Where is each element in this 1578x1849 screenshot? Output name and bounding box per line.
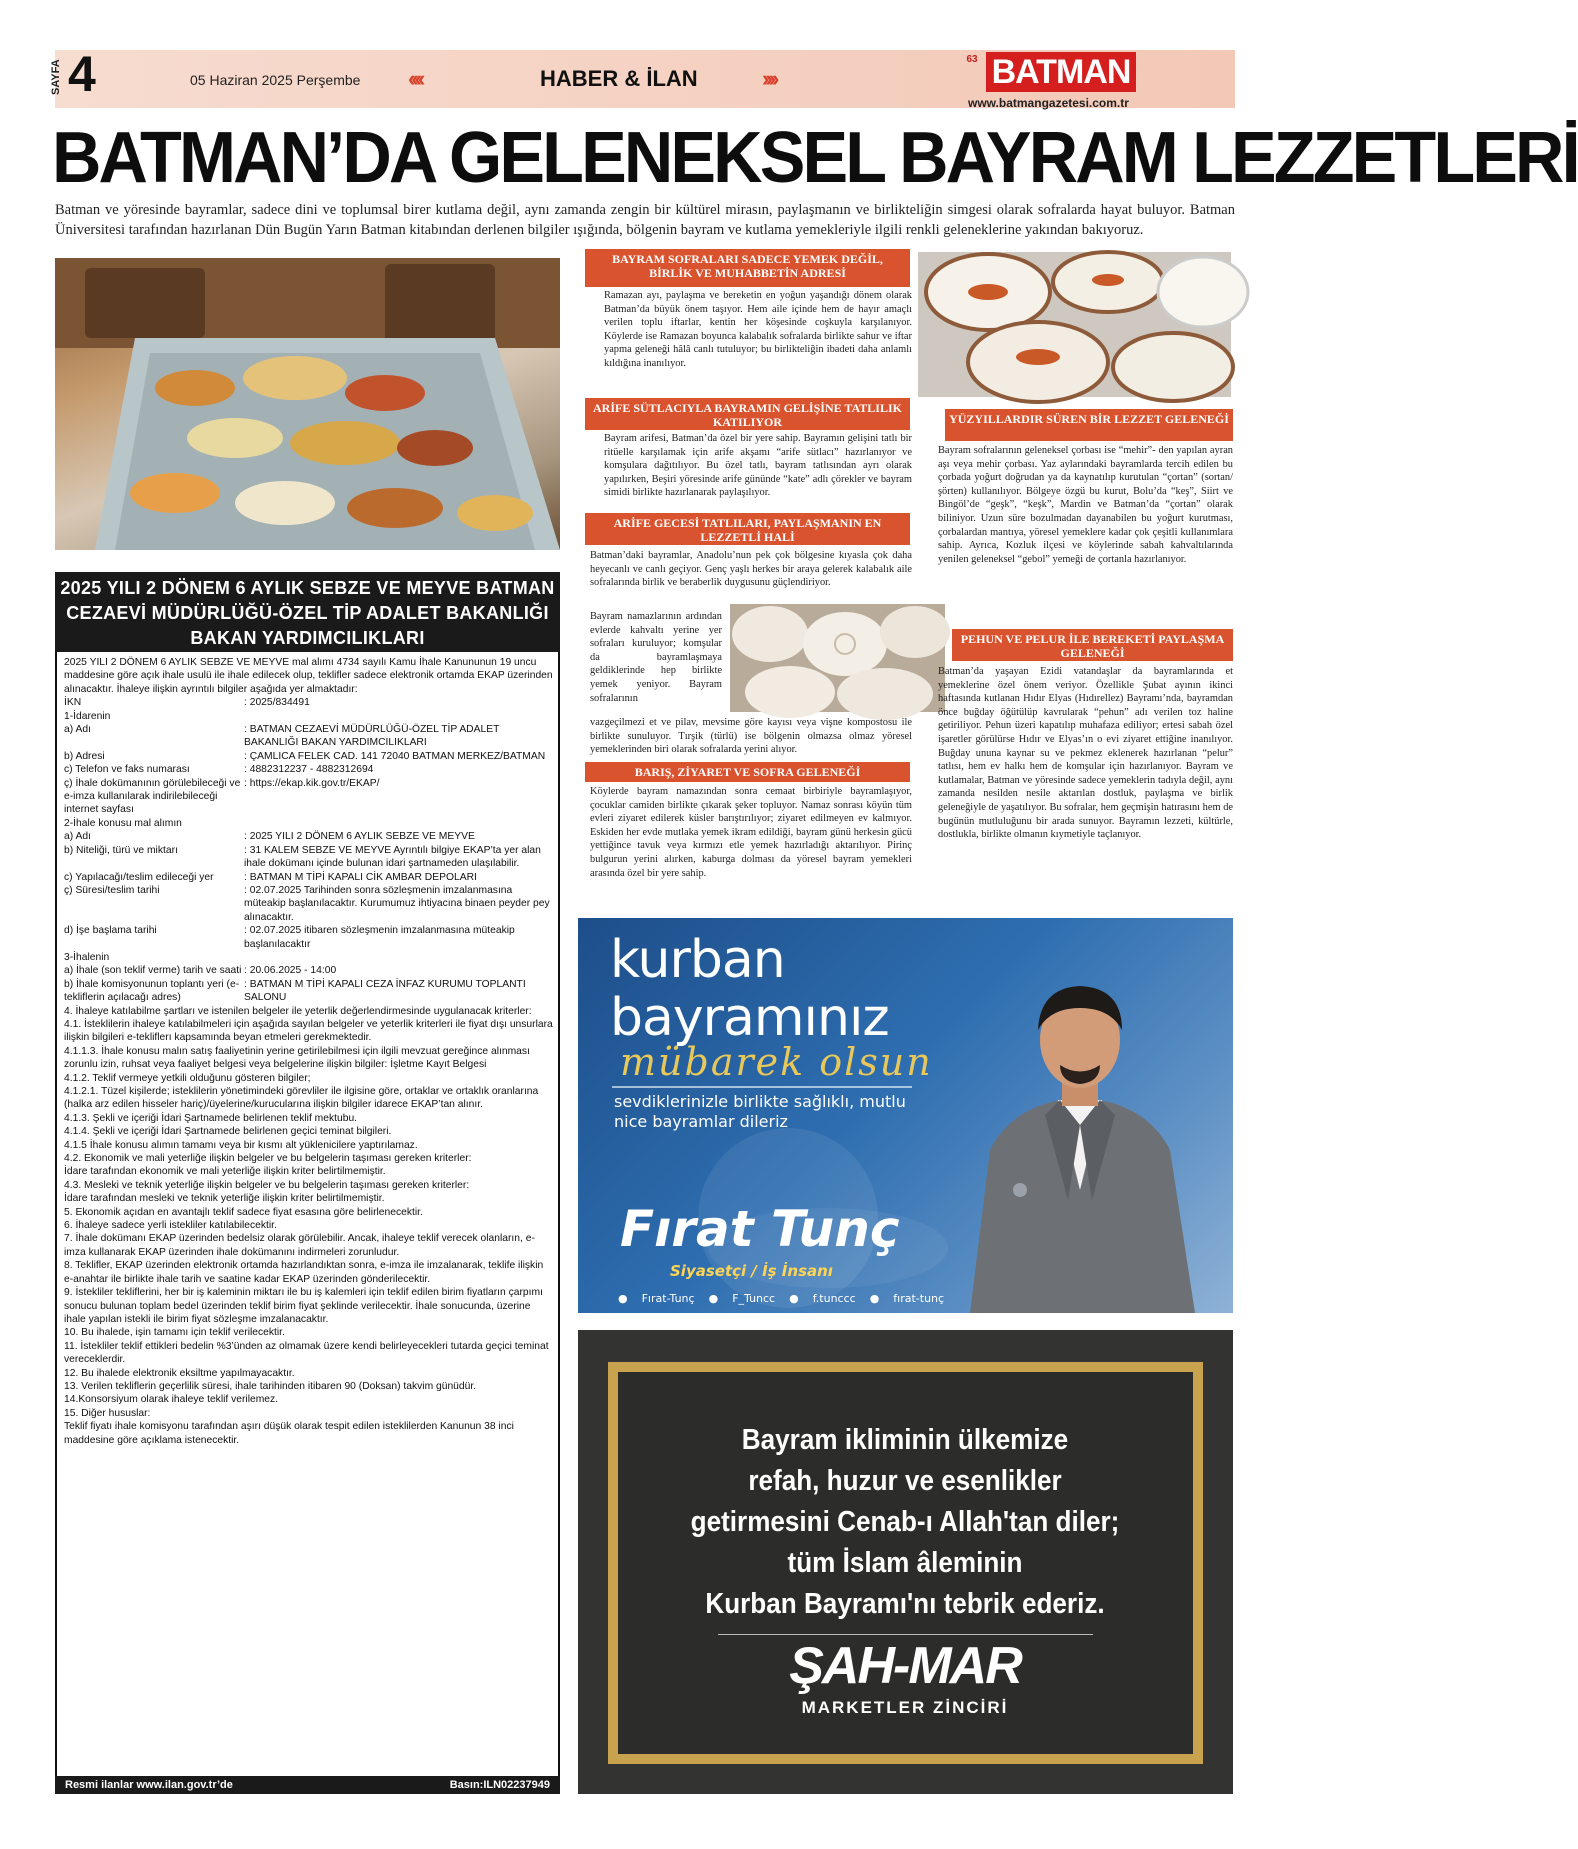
tender-clause: 4.1.5 İhale konusu alımın tamamı veya bir kısmı alt yüklenicilere yaptırılamaz. — [64, 1139, 418, 1151]
web-icon: ● — [869, 1292, 880, 1305]
tender-clause: 4.1.4. Şekli ve içeriği İdari Şartnamede belirlenen geçici teminat bilgileri. — [64, 1126, 392, 1138]
tender-clause: 4.1.3. Şekli ve içeriği İdari Şartnamede belirlenen teklif mektubu. — [64, 1112, 358, 1124]
ad-brand-subtitle: MARKETLER ZİNCİRİ — [801, 1698, 1009, 1717]
tender-row-value: : ÇAMLICA FELEK CAD. 141 72040 BATMAN MERKEZ/BATMAN — [244, 750, 546, 762]
lead-paragraph: Batman ve yöresinde bayramlar, sadece dini ve toplumsal birer kutlama değil, aynı zamanda zengin bir kültürel mirasın, paylaşmanın ve birlikteliğin simgesi olarak sofralarda hayat buluyor. Batman Üniversitesi tarafından hazırlanan Dün Bugün Yarın Batman kitabından derlenen bilgiler ışığında, bölgenin bayram ve kutlama yemekleriyle ilgili renkli geleneklerine yakından bakıyoruz. — [55, 202, 1235, 238]
tender-row-value: : BATMAN M TİPİ KAPALI CEZA İNFAZ KURUMU TOPLANTI SALONU — [244, 978, 526, 1004]
ad-greeting-line1: kurban — [610, 930, 785, 990]
tender-row-value[interactable]: : https://ekap.kik.gov.tr/EKAP/ — [244, 777, 380, 789]
tender-row — [64, 750, 554, 763]
tender-row — [64, 723, 554, 750]
social-web[interactable]: fırat-tunç — [893, 1292, 945, 1305]
ad-person-role: Siyasetçi / İş İnsanı — [670, 1262, 833, 1280]
article-arife-gecesi-text-top: Batman’daki bayramlar, Anadolu’nun pek çok bölgesine kıyasla çok daha heyecanlı ve canlı geçiyor. Genç yaşlı herkes bir araya gelerek kalabalık aile sofralarında birlik ve beraberlik duygusunu güçlendiriyor. — [590, 550, 912, 589]
tender-row — [64, 964, 554, 977]
twitter-icon: ● — [708, 1292, 719, 1305]
soup-bowls-photo — [918, 252, 1231, 397]
article-arife-gecesi-text-side: Bayram namazlarının ardından evlerde kahvaltı yerine yer sofraları kuruluyor; komşular da bayramlaşmaya geldiklerinde hep birlikte yemek yeniyor. Bayram sofralarının — [590, 611, 722, 704]
tender-clause: 4. İhaleye katılabilme şartları ve istenilen belgeler ile yeterlik değerlendirmesinde uygulanacak kriterler: — [64, 1005, 532, 1017]
tender-row-value — [244, 951, 554, 964]
tender-row-value: : 4882312237 - 4882312694 — [244, 764, 374, 776]
tender-notice-title: 2025 YILI 2 DÖNEM 6 AYLIK SEBZE VE MEYVE BATMAN CEZAEVİ MÜDÜRLÜĞÜ-ÖZEL TİP ADALET BAKANLIĞI BAKAN YARDIMCILIKLARI — [55, 572, 560, 652]
tender-row — [64, 696, 554, 709]
tender-clause: 4.1. İsteklilerin ihaleye katılabilmeleri için aşağıda sayılan belgeler ve yeterlik kriterleri ile fiyat dışı unsurlara ilişkin bilgileri e-tekliflerı kapsamında beyan etmeleri gerekmektedir. — [64, 1018, 553, 1044]
ad-social-links — [618, 1292, 948, 1305]
tender-row — [64, 924, 554, 951]
ad-message: sevdiklerinizle birlikte sağlıklı, mutlu nice bayramlar dileriz — [614, 1092, 906, 1131]
tender-row — [64, 871, 554, 884]
tender-row — [64, 951, 554, 964]
tender-row-value — [244, 710, 554, 723]
ad-divider — [718, 1634, 1093, 1635]
tender-row-label: ç) İhale dokümanının görülebileceği ve e-imza kullanılarak indirilebileceği internet sayfası — [64, 777, 241, 816]
tender-clause: 12. Bu ihalede elektronik eksiltme yapılmayacaktır. — [64, 1367, 295, 1379]
tender-row-value: : 02.07.2025 itibaren sözleşmenin imzalanmasına müteakip başlanılacaktır — [244, 925, 515, 950]
tender-footer-press-id: Basın:ILN02237949 — [449, 1779, 550, 1791]
tender-row — [64, 763, 554, 776]
tender-clause: Teklif fiyatı ihale komisyonu tarafından aşırı düşük olarak tespit edilen isteklilerden Kanunun 38 inci maddesine göre açıklama istenecektir. — [64, 1421, 514, 1446]
tender-row-label: ç) Süresi/teslim tarihi — [64, 884, 160, 896]
ad-greeting-text — [667, 1420, 1144, 1625]
article-baris-ziyaret-title: BARIŞ, ZİYARET VE SOFRA GELENEĞİ — [585, 762, 910, 782]
ad-divider — [612, 1086, 912, 1088]
article-yuzyillardir-title: YÜZYILLARDIR SÜREN BİR LEZZET GELENEĞİ — [945, 409, 1233, 441]
tender-row — [64, 710, 554, 723]
tender-intro: 2025 YILI 2 DÖNEM 6 AYLIK SEBZE VE MEYVE mal alımı 4734 sayılı Kamu İhale Kanununun 19 uncu maddesine göre açık ihale usulü ile ihale edilecek olup, teklifler sadece elektronik ortamda EKAP üzerinden alınacaktır. İhaleye ilişkin ayrıntılı bilgiler aşağıda yer almaktadır: — [64, 657, 553, 695]
tender-row-label: b) Adresi — [64, 750, 105, 762]
article-arife-gecesi-text-bottom: vazgeçilmezi et ve pilav, mevsime göre kayısı veya vişne kompostosu ile birlikte sunuluyor. Tırşik (türlü) ise bölgenin olmazsa olmaz yöresel yemeklerinden biri olarak sofralarda yerini alıyor. — [590, 717, 912, 756]
article-pehun-pelur-text: Batman’da yaşayan Ezidi vatandaşlar da bayramlarında et yemeklerine özel önem veriyor. Özellikle Şubat ayının ikinci haftasında kutlanan Hıdır Elyas (Hıdırellez) Bayramı’nda, bayramdan önce buğday öğütülüp kavrularak “pehun” adı verilen toz haline getiriliyor. Pehun üzeri kapatılıp muhafaza ediliyor; ertesi sabah özel işaretler görülürse Hıdır ve Elyas’ın o evi ziyaret ettiğine inanılıyor. Buğday ununa kaynar su ve pekmez eklenerek hazırlanan “pelur” tatlısı, hem ev halkı hem de komşular için hazırlanıyor. Bayram ve kutlamalar, Batman ve yöresinde sadece yemeklerin tadıyla değil, aynı zamanda nesilden nesile aktarılan dostluk, paylaşma ve birlik geleneğiyle de yaşatılıyor. Bu sofralar, hem geçmişin hatırasını hem de bugünün mutluluğunu bir arada sunuyor. Bayramın lezzeti, kültürle, dostlukla, birlikte olmanın kıymetiyle taçlanıyor. — [938, 666, 1233, 841]
tender-row-value: : 2025 YILI 2 DÖNEM 6 AYLIK SEBZE VE MEYVE — [244, 831, 475, 843]
tender-footer-source[interactable]: Resmi ilanlar www.ilan.gov.tr’de — [65, 1779, 233, 1791]
ad-greeting-line3: mübarek olsun — [620, 1040, 933, 1084]
article-bayram-sofralari-text: Ramazan ayı, paylaşma ve bereketin en yoğun yaşandığı dönem olarak Batman’da büyük önem taşıyor. Hem aile içinde hem de hayır amaçlı verilen toplu iftarlar, kentin her köşesinde coşkuyla karşılanıyor. Köylerde ise Ramazan boyunca kalabalık sofralarda birlikte sahur ve iftar yapma geleneği hâlâ canlı tutuluyor; bu birlikteliğin ibadeti daha anlamlı kıldığına inanılıyor. — [604, 290, 912, 369]
tender-clause: 7. İhale dokümanı EKAP üzerinden bedelsiz olarak görülebilir. Ancak, ihaleye teklif verecek olanların, e-imza kullanarak EKAP üzerinden ihale dokümanını indirmeleri zorunludur. — [64, 1233, 535, 1258]
tender-clause: 4.3. Mesleki ve teknik yeterliğe ilişkin belgeler ve bu belgelerin taşıması gereken kriterler: — [64, 1179, 470, 1191]
tender-clauses — [64, 1005, 554, 1447]
tender-row-value: : BATMAN M TİPİ KAPALI CİK AMBAR DEPOLARI — [244, 871, 477, 883]
tender-row-label: 3-İhalenin — [64, 951, 110, 963]
tender-clause: 4.1.2.1. Tüzel kişilerde; isteklilerin yönetimindeki görevliler ile ilgisine göre, ortaklar ve ortaklık oranlarına (halka arz edilen hisseler hariç)/üyelerine/kurucularına ilişkin bilgiler idarece EKAP’tan alınır. — [64, 1086, 539, 1111]
tender-row — [64, 777, 554, 817]
ad-greeting-line: getirmesini Cenab-ı Allah'tan diler; — [690, 1506, 1120, 1538]
tender-clause: 4.2. Ekonomik ve mali yeterliğe ilişkin belgeler ve bu belgelerin taşıması gereken kriterler: — [64, 1153, 472, 1165]
tender-clause: 4.1.2. Teklif vermeye yetkili olduğunu gösteren bilgiler; — [64, 1072, 311, 1084]
article-arife-sutlaci-text: Bayram arifesi, Batman’da özel bir yere sahip. Bayramın gelişini tatlı bir ritüelle karşılamak için arife akşamı “arife sütlacı” hazırlanıyor ve komşulara dağıtılıyor. Bu özel tatlı, bayram tatlısından ayrı olarak yapılırken, Beşiri yöresinde arife gününde “kate” adlı çörekler ve bayram simidi birlikte hazırlanarak paylaşılıyor. — [604, 433, 912, 499]
tender-row-label: İKN — [64, 697, 82, 709]
page-headline: BATMAN’DA GELENEKSEL BAYRAM LEZZETLERİ — [52, 118, 1578, 198]
ad-greeting-line: Bayram ikliminin ülkemize — [741, 1424, 1069, 1456]
website-link[interactable]: www.batmangazetesi.com.tr — [968, 96, 1129, 110]
tender-row-value: : 31 KALEM SEBZE VE MEYVE Ayrıntılı bilgiye EKAP’ta yer alan ihale dokümanı içinde bulunan idari şartnameden ulaşılabilir. — [244, 844, 541, 870]
social-twitter[interactable]: F_Tuncc — [732, 1292, 776, 1305]
page-number: 4 — [68, 46, 96, 102]
tender-footer — [55, 1776, 560, 1794]
tender-clause: 5. Ekonomik açıdan en avantajlı teklif sadece fiyat esasına göre belirlenecektir. — [64, 1206, 423, 1218]
tender-row-label: d) İşe başlama tarihi — [64, 925, 157, 937]
chevrons-right-icon: ›››› — [762, 66, 776, 91]
tender-row — [64, 817, 554, 830]
tender-row-label: a) İhale (son teklif verme) tarih ve saati — [64, 965, 242, 977]
tender-row-label: 1-İdarenin — [64, 710, 111, 722]
tender-clause: 11. İstekliler teklif ettikleri bedelin %3’ünden az olmamak üzere kendi belirleyecekleri tutarda geçici teminat vereceklerdir. — [64, 1340, 549, 1366]
feast-table-photo — [55, 258, 560, 550]
social-instagram[interactable]: f.tunccc — [812, 1292, 856, 1305]
tender-clause: İdare tarafından ekonomik ve mali yeterliğe ilişkin kriter belirtilmemiştir. — [64, 1166, 386, 1178]
tender-row-value: : 20.06.2025 - 14:00 — [244, 965, 337, 977]
tender-clause: 6. İhaleye sadece yerli istekliler katılabilecektir. — [64, 1220, 277, 1232]
tender-clause: 14.Konsorsiyum olarak ihaleye teklif verilemez. — [64, 1394, 279, 1406]
tender-clause: 10. Bu ihalede, işin tamamı için teklif verilecektir. — [64, 1327, 285, 1339]
tender-row-label: b) İhale komisyonunun toplantı yeri (e-tekliflerin açılacağı adres) — [64, 978, 240, 1004]
instagram-icon: ● — [789, 1292, 799, 1305]
ad-person-name: Fırat Tunç — [620, 1200, 900, 1258]
tender-details-table — [64, 696, 554, 1004]
tender-clause: 4.1.1.3. İhale konusu malın satış faaliyetinin yerine getirilebilmesi için ilgili mevzuat gereğince alınması zorunlu izin, ruhsat veya faaliyet belgesi veya belgelerine ilişkin bilgiler: İşletme Kayıt Belgesi — [64, 1045, 530, 1071]
tender-row-label: b) Niteliği, türü ve miktarı — [64, 844, 178, 856]
article-baris-ziyaret-text: Köylerde bayram namazından sonra cemaat birbiriyle bayramlaşıyor, çocuklar camiden birlikte çıkarak şeker topluyor. Namaz sonrası köyün tüm evleri ziyaret edilerek küsler barıştırılıyor; ziyaret edilmeyen ev kalmıyor. Eskiden her evde mutlaka yemek ikram edildiği, bayram günü herkesin gücü yettiğince tavuk veya kırmızı etle yemek hazırladığı aktarılıyor. Pirinç bulgurun yerini alırken, kaburga dolması da yöresel bayram yemekleri arasında özel bir yere sahip. — [590, 786, 912, 879]
tender-row-label: 2-İhale konusu mal alımın — [64, 817, 182, 829]
tender-row-label: c) Yapılacağı/teslim edileceği yer — [64, 871, 214, 883]
tender-row-value: : 02.07.2025 Tarihinden sonra sözleşmenin imzalanmasına müteakip başlanılacaktır. Kurumumuz ihtiyacına binaen peyder pey alınacaktır. — [244, 884, 550, 923]
article-pehun-pelur-title: PEHUN VE PELUR İLE BEREKETİ PAYLAŞMA GELENEĞİ — [952, 629, 1233, 661]
tender-notice-body — [64, 656, 554, 1447]
tender-row — [64, 884, 554, 924]
issue-date: 05 Haziran 2025 Perşembe — [190, 72, 361, 88]
newspaper-logo[interactable]: BATMAN — [986, 52, 1136, 92]
logo-years-badge: 63 — [966, 54, 978, 65]
tender-row-value: : BATMAN CEZAEVİ MÜDÜRLÜĞÜ-ÖZEL TİP ADALET BAKANLIĞI BAKAN YARDIMCILIKLARI — [244, 724, 500, 749]
tender-clause: 13. Verilen tekliflerin geçerlilik süresi, ihale tarihinden itibaren 90 (Doksan) takvim günüdür. — [64, 1380, 477, 1392]
social-facebook[interactable]: Fırat-Tunç — [641, 1292, 695, 1305]
section-title: HABER & İLAN — [540, 66, 698, 91]
tender-row — [64, 830, 554, 843]
tender-row-value — [244, 817, 554, 830]
ad-greeting-line: tüm İslam âleminin — [787, 1547, 1023, 1579]
article-arife-sutlaci-title: ARİFE SÜTLACIYLA BAYRAMIN GELİŞİNE TATLILIK KATILIYOR — [585, 398, 910, 430]
ad-greeting-line: Kurban Bayramı'nı tebrik ederiz. — [705, 1588, 1105, 1620]
tender-clause: 15. Diğer hususlar: — [64, 1407, 151, 1419]
sayfa-label: SAYFA — [50, 59, 62, 95]
chevrons-left-icon: ‹‹‹‹ — [408, 66, 422, 91]
tender-row-label: a) Adı — [64, 724, 91, 736]
ad-greeting-line2: bayramınız — [610, 988, 889, 1048]
ad-greeting-line: refah, huzur ve esenlikler — [748, 1465, 1062, 1497]
bread-photo — [730, 604, 945, 712]
tender-row-value: : 2025/834491 — [244, 697, 310, 709]
ad-brand-logo: ŞAH-MAR — [789, 1637, 1021, 1695]
tender-clause: İdare tarafından mesleki ve teknik yeterliğe ilişkin kriter belirtilmemiştir. — [64, 1193, 385, 1205]
ad-person-portrait — [950, 950, 1210, 1313]
tender-row — [64, 844, 554, 871]
facebook-icon: ● — [618, 1292, 628, 1305]
tender-clause: 9. İstekliler tekliflerini, her bir iş kaleminin miktarı ile bu iş kalemleri için teklif edilen birim fiyatların çarpımı sonucu bulunan toplam bedel üzerinden teklif birim fiyat şeklinde verilecektir. İhale sonucunda, üzerine ihale yapılan istekli ile birim fiyat sözleşme imzalanacaktır. — [64, 1287, 543, 1325]
article-arife-gecesi-title: ARİFE GECESİ TATLILARI, PAYLAŞMANIN EN LEZZETLİ HALİ — [585, 513, 910, 545]
tender-row-label: a) Adı — [64, 831, 91, 843]
tender-row-label: c) Telefon ve faks numarası — [64, 764, 190, 776]
tender-row — [64, 978, 554, 1005]
tender-clause: 8. Teklifler, EKAP üzerinden elektronik ortamda hazırlandıktan sonra, e-imza ile imzalanarak, teklife ilişkin e-anahtar ile birlikte ihale tarih ve saatine kadar EKAP üzerinden gönderilecektir. — [64, 1260, 544, 1285]
article-yuzyillardir-text: Bayram sofralarının geleneksel çorbası ise “mehir”- den yapılan ayran aşı veya mehir çorbası. Yaz aylarındaki bayramlarda tercih edilen bu çorbada yoğurt doğrudan ya da kaynatılıp kurutulan “çortan” (sortan/ şörten) kullanılıyor. Bölgeye özgü bu kurut, Bolu’da “keş”, Siirt ve Bingöl’de “geşk”, “keşk”, Mardin ve Batman’da “çortan” olarak biliniyor. Uzun süre bozulmadan dayanabilen bu yoğurt kurutması, çorbalardan mantıya, yöresel yemeklere kadar çok çeşitli kullanımlara sahip. Ayrıca, Kozluk ilçesi ve köylerinde sabah kahvaltılarında yenilen geleneksel “gebol” yemeği de çortanla hazırlanıyor. — [938, 445, 1233, 565]
article-bayram-sofralari-title: BAYRAM SOFRALARI SADECE YEMEK DEĞİL, BİRLİK VE MUHABBETİN ADRESİ — [585, 249, 910, 287]
